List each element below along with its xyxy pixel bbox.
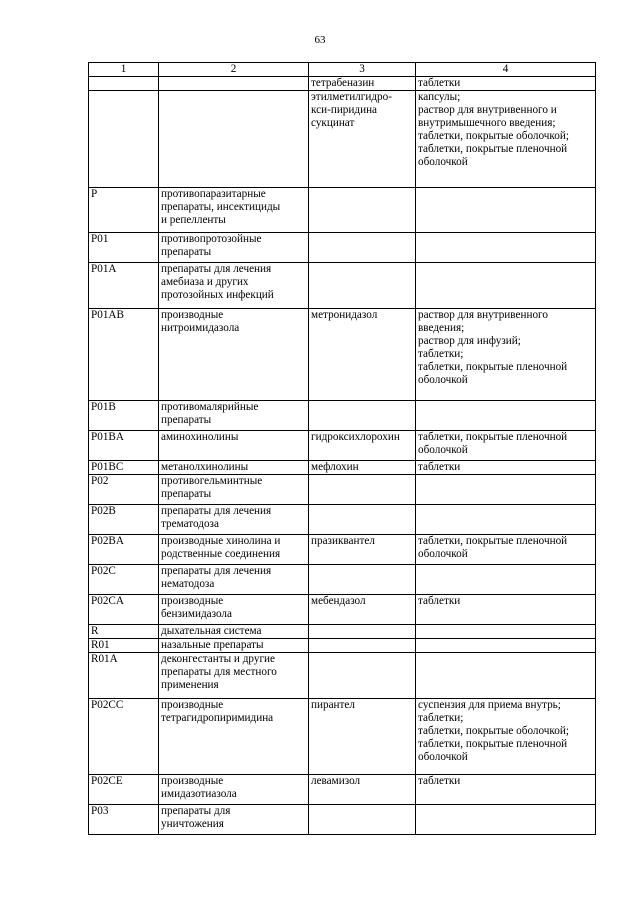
atc-code-cell: P02CC: [89, 699, 159, 775]
dosage-forms-line: оболочкой: [418, 374, 468, 386]
dosage-forms-line: оболочкой: [418, 548, 468, 560]
dosage-forms-cell: [416, 309, 596, 401]
group-name-line: производные: [161, 309, 224, 321]
group-name-line: противогельминтные: [161, 475, 263, 487]
drug-name-cell: [309, 475, 416, 505]
dosage-forms-line: таблетки, покрытые пленочной: [418, 535, 568, 547]
dosage-forms-cell: [416, 401, 596, 431]
drug-name-line: сукцинат: [311, 117, 355, 129]
table-row: [89, 625, 596, 639]
table-row: [89, 188, 596, 233]
dosage-forms-line: оболочкой: [418, 444, 468, 456]
dosage-forms-line: раствор для внутривенного и: [418, 104, 557, 116]
group-name-line: нематодоза: [161, 578, 215, 590]
drug-name-cell: [309, 805, 416, 835]
column-header-4: 4: [416, 63, 596, 77]
atc-code-cell: P02BA: [89, 535, 159, 565]
atc-code-cell: P02CA: [89, 595, 159, 625]
atc-code-cell: R01: [89, 639, 159, 653]
dosage-forms-line: таблетки, покрытые пленочной: [418, 431, 568, 443]
group-name-cell: [159, 639, 309, 653]
group-name-line: и репелленты: [161, 214, 226, 226]
group-name-cell: [159, 625, 309, 639]
dosage-forms-line: таблетки: [418, 595, 461, 607]
dosage-forms-line: оболочкой: [418, 751, 468, 763]
group-name-line: нитроимидазола: [161, 322, 240, 334]
dosage-forms-cell: [416, 565, 596, 595]
drug-name-cell: [309, 505, 416, 535]
group-name-line: метанолхинолины: [161, 461, 249, 473]
table-row: [89, 805, 596, 835]
drug-name-cell: [309, 775, 416, 805]
dosage-forms-line: раствор для инфузий;: [418, 335, 521, 347]
dosage-forms-cell: [416, 775, 596, 805]
dosage-forms-cell: [416, 535, 596, 565]
group-name-line: препараты: [161, 414, 212, 426]
drug-classification-table: [88, 62, 596, 835]
drug-name-cell: [309, 401, 416, 431]
group-name-cell: [159, 505, 309, 535]
table-row: [89, 639, 596, 653]
dosage-forms-cell: [416, 805, 596, 835]
atc-code-cell: P02: [89, 475, 159, 505]
group-name-line: препараты для лечения: [161, 263, 272, 275]
atc-code-cell: P01B: [89, 401, 159, 431]
drug-name-cell: [309, 639, 416, 653]
drug-name-line: тетрабеназин: [311, 77, 375, 89]
dosage-forms-cell: [416, 263, 596, 309]
dosage-forms-line: раствор для внутривенного: [418, 309, 548, 321]
atc-code-cell: P02B: [89, 505, 159, 535]
atc-code-cell: P02CE: [89, 775, 159, 805]
table-row: [89, 475, 596, 505]
group-name-cell: [159, 431, 309, 461]
group-name-line: протозойных инфекций: [161, 289, 274, 301]
group-name-cell: [159, 565, 309, 595]
atc-code-cell: P01: [89, 233, 159, 263]
drug-name-cell: [309, 699, 416, 775]
group-name-line: препараты для местного: [161, 666, 277, 678]
group-name-line: аминохинолины: [161, 431, 239, 443]
dosage-forms-cell: [416, 699, 596, 775]
group-name-line: противомалярийные: [161, 401, 259, 413]
column-header-2: 2: [159, 63, 309, 77]
drug-name-cell: [309, 461, 416, 475]
atc-code-cell: R01A: [89, 653, 159, 699]
atc-code-cell: P03: [89, 805, 159, 835]
atc-code-cell: R: [89, 625, 159, 639]
group-name-cell: [159, 461, 309, 475]
dosage-forms-line: таблетки, покрытые оболочкой;: [418, 725, 569, 737]
column-header-3: 3: [309, 63, 416, 77]
group-name-line: производные: [161, 595, 224, 607]
group-name-line: препараты: [161, 488, 212, 500]
table-row: [89, 461, 596, 475]
dosage-forms-cell: [416, 431, 596, 461]
group-name-line: деконгестанты и другие: [161, 653, 275, 665]
column-header-1: 1: [89, 63, 159, 77]
drug-name-cell: [309, 565, 416, 595]
group-name-line: препараты для лечения: [161, 505, 272, 517]
table-row: [89, 401, 596, 431]
dosage-forms-line: капсулы;: [418, 91, 461, 103]
group-name-cell: [159, 309, 309, 401]
group-name-line: препараты: [161, 246, 212, 258]
table-row: [89, 91, 596, 188]
group-name-line: амебиаза и других: [161, 276, 249, 288]
group-name-cell: [159, 475, 309, 505]
group-name-line: производные хинолина и: [161, 535, 281, 547]
drug-name-cell: [309, 263, 416, 309]
group-name-cell: [159, 805, 309, 835]
group-name-line: уничтожения: [161, 818, 224, 830]
page-number: 63: [314, 34, 326, 46]
drug-name-cell: [309, 188, 416, 233]
group-name-line: препараты, инсектициды: [161, 201, 281, 213]
group-name-cell: [159, 653, 309, 699]
group-name-line: противопротозойные: [161, 233, 262, 245]
dosage-forms-line: внутримышечного введения;: [418, 117, 556, 129]
table-row: [89, 775, 596, 805]
group-name-line: родственные соединения: [161, 548, 281, 560]
drug-name-cell: [309, 233, 416, 263]
drug-name-cell: [309, 595, 416, 625]
drug-name-line: мефлохин: [311, 461, 359, 473]
table-row: [89, 535, 596, 565]
atc-code-cell: [89, 77, 159, 91]
table-row: [89, 505, 596, 535]
table-row: [89, 595, 596, 625]
group-name-cell: [159, 535, 309, 565]
group-name-line: противопаразитарные: [161, 188, 266, 200]
dosage-forms-cell: [416, 77, 596, 91]
dosage-forms-line: таблетки;: [418, 712, 464, 724]
dosage-forms-line: оболочкой: [418, 156, 468, 168]
dosage-forms-cell: [416, 595, 596, 625]
group-name-line: имидазотиазола: [161, 788, 237, 800]
atc-code-cell: P01BC: [89, 461, 159, 475]
group-name-line: бензимидазола: [161, 608, 232, 620]
table-row: [89, 431, 596, 461]
group-name-cell: [159, 595, 309, 625]
drug-name-cell: [309, 535, 416, 565]
table-row: [89, 233, 596, 263]
group-name-line: назальные препараты: [161, 639, 264, 651]
dosage-forms-line: таблетки: [418, 77, 461, 89]
drug-name-cell: [309, 653, 416, 699]
dosage-forms-line: таблетки, покрытые пленочной: [418, 143, 568, 155]
dosage-forms-line: таблетки, покрытые пленочной: [418, 361, 568, 373]
dosage-forms-cell: [416, 625, 596, 639]
drug-name-line: гидроксихлорохин: [311, 431, 400, 443]
dosage-forms-line: суспензия для приема внутрь;: [418, 699, 561, 711]
dosage-forms-cell: [416, 505, 596, 535]
dosage-forms-cell: [416, 475, 596, 505]
group-name-line: препараты для лечения: [161, 565, 272, 577]
drug-name-cell: [309, 431, 416, 461]
group-name-line: тетрагидропиримидина: [161, 712, 274, 724]
dosage-forms-cell: [416, 639, 596, 653]
table-body: [89, 77, 596, 835]
drug-name-line: метронидазол: [311, 309, 378, 321]
dosage-forms-cell: [416, 91, 596, 188]
group-name-cell: [159, 77, 309, 91]
atc-code-cell: P01BA: [89, 431, 159, 461]
drug-name-line: мебендазол: [311, 595, 366, 607]
group-name-cell: [159, 699, 309, 775]
group-name-line: производные: [161, 775, 224, 787]
drug-name-cell: [309, 91, 416, 188]
dosage-forms-line: таблетки, покрытые оболочкой;: [418, 130, 569, 142]
drug-name-line: левамизол: [311, 775, 361, 787]
group-name-cell: [159, 263, 309, 309]
atc-code-cell: P01AB: [89, 309, 159, 401]
atc-code-cell: P02C: [89, 565, 159, 595]
drug-name-line: пирантел: [311, 699, 355, 711]
drug-name-line: кси-пиридина: [311, 104, 378, 116]
atc-code-cell: P01A: [89, 263, 159, 309]
dosage-forms-line: таблетки, покрытые пленочной: [418, 738, 568, 750]
table-row: [89, 309, 596, 401]
group-name-line: производные: [161, 699, 224, 711]
dosage-forms-line: введения;: [418, 322, 465, 334]
dosage-forms-cell: [416, 461, 596, 475]
group-name-line: применения: [161, 679, 219, 691]
group-name-cell: [159, 188, 309, 233]
group-name-line: дыхательная система: [161, 625, 262, 637]
drug-name-line: празиквантел: [311, 535, 375, 547]
dosage-forms-line: таблетки: [418, 775, 461, 787]
atc-code-cell: [89, 91, 159, 188]
dosage-forms-cell: [416, 653, 596, 699]
group-name-cell: [159, 775, 309, 805]
dosage-forms-cell: [416, 233, 596, 263]
table-row: [89, 699, 596, 775]
dosage-forms-line: таблетки: [418, 461, 461, 473]
table-row: [89, 263, 596, 309]
dosage-forms-cell: [416, 188, 596, 233]
group-name-cell: [159, 91, 309, 188]
dosage-forms-line: таблетки;: [418, 348, 464, 360]
group-name-line: трематодоза: [161, 518, 219, 530]
group-name-cell: [159, 233, 309, 263]
drug-name-line: этилметилгидро-: [311, 91, 392, 103]
atc-code-cell: P: [89, 188, 159, 233]
table-row: [89, 77, 596, 91]
drug-name-cell: [309, 77, 416, 91]
group-name-line: препараты для: [161, 805, 231, 817]
table-row: [89, 653, 596, 699]
table-header-row: [89, 63, 596, 77]
group-name-cell: [159, 401, 309, 431]
drug-name-cell: [309, 309, 416, 401]
table-row: [89, 565, 596, 595]
drug-name-cell: [309, 625, 416, 639]
